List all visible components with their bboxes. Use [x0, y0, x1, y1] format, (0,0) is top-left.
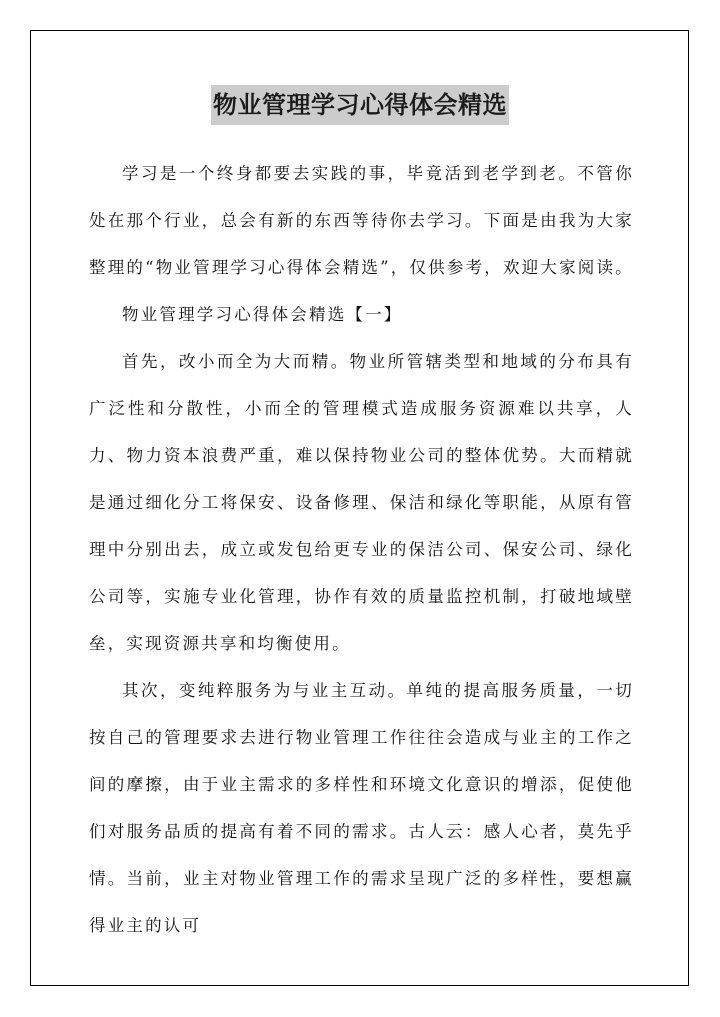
document-body	[89, 150, 634, 949]
body-paragraph-first: 首先，改小而全为大而精。物业所管辖类型和地域的分布具有广泛性和分散性，小而全的管理模式造成服务资源难以共享，人力、物力资本浪费严重，难以保持物业公司的整体优势。大而精就是通过细化分工将保安、设备修理、保洁和绿化等职能，从原有管理中分别出去，成立或发包给更专业的保洁公司、保安公司、绿化公司等，实施专业化管理，协作有效的质量监控机制，打破地域壁垒，实现资源共享和均衡使用。	[89, 352, 634, 653]
title-container	[0, 85, 720, 125]
intro-paragraph: 学习是一个终身都要去实践的事，毕竟活到老学到老。不管你处在那个行业，总会有新的东西等待你去学习。下面是由我为大家整理的“物业管理学习心得体会精选”，仅供参考，欢迎大家阅读。	[89, 164, 634, 277]
body-paragraph-second: 其次，变纯粹服务为与业主互动。单纯的提高服务质量，一切按自己的管理要求去进行物业管理工作往往会造成与业主的工作之间的摩擦，由于业主需求的多样性和环境文化意识的增添，促使他们对服务品质的提高有着不同的需求。古人云：感人心者，莫先乎情。当前，业主对物业管理工作的需求呈现广泛的多样性，要想赢得业主的认可	[89, 681, 634, 935]
document-title: 物业管理学习心得体会精选	[211, 85, 509, 125]
section-heading: 物业管理学习心得体会精选【一】	[122, 305, 403, 324]
